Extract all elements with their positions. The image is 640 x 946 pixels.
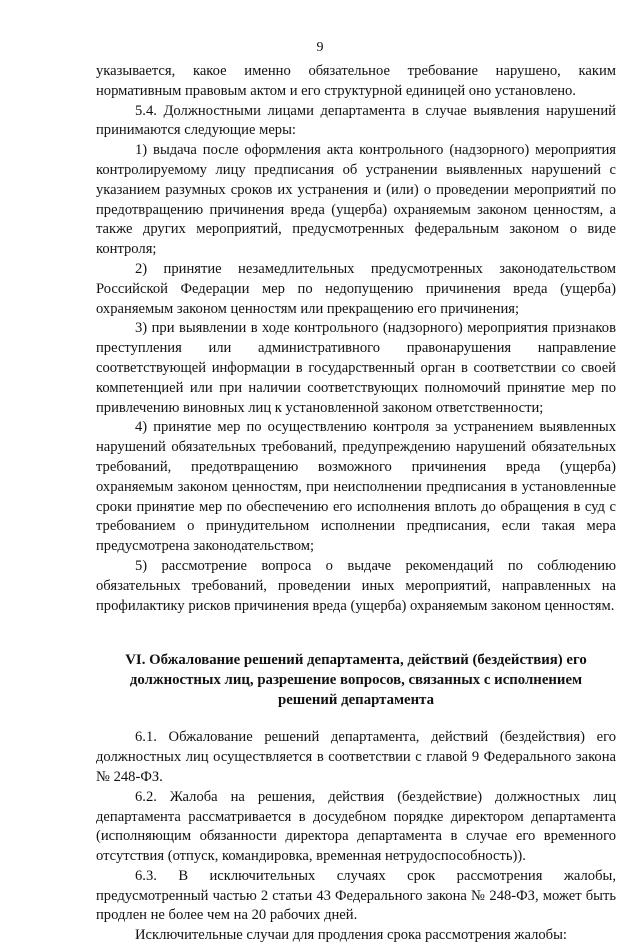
section-heading-line: решений департамента bbox=[277, 692, 434, 709]
paragraph-6-3: 6.3. В исключительных случаях срок рассмотрения жалобы, предусмотренный частью 2 статьи 43 Федерального закона № 248-ФЗ, может быть продлен не более чем на 20 рабочих дней. bbox=[96, 867, 616, 924]
section-heading-line: должностных лиц, разрешение вопросов, связанных с исполнением bbox=[129, 672, 583, 689]
list-item-2: 2) принятие незамедлительных предусмотренных законодательством Российской Федерации мер по недопущению причинения вреда (ущерба) охраняемым законом ценностям или прекращению его причинения; bbox=[96, 260, 616, 317]
paragraph-5-4: 5.4. Должностными лицами департамента в случае выявления нарушений принимаются следующие меры: bbox=[96, 102, 616, 139]
section-heading-line: VI. Обжалование решений департамента, действий (бездействия) его bbox=[125, 652, 587, 669]
paragraph-exceptional-cases: Исключительные случаи для продления срока рассмотрения жалобы: bbox=[135, 927, 567, 944]
document-body bbox=[96, 62, 616, 946]
paragraph-6-2: 6.2. Жалоба на решения, действия (бездействие) должностных лиц департамента рассматривается в досудебном порядке директором департамента (исполняющим обязанности директора департамента в случае его временного отсутствия (отпуск, командировка, временная нетрудоспособность)). bbox=[96, 788, 616, 865]
page-number: 9 bbox=[316, 40, 324, 55]
list-item-5: 5) рассмотрение вопроса о выдаче рекомендаций по соблюдению обязательных требований, проведении иных мероприятий, направленных на профилактику рисков причинения вреда (ущерба) охраняемым законом ценностям. bbox=[96, 557, 616, 614]
paragraph-6-1: 6.1. Обжалование решений департамента, действий (бездействия) его должностных лиц осуществляется в соответствии с главой 9 Федерального закона № 248-ФЗ. bbox=[96, 729, 616, 785]
section-heading bbox=[96, 650, 616, 710]
list-item-3: 3) при выявлении в ходе контрольного (надзорного) мероприятия признаков преступления или административного правонарушения направление соответствующей информации в государственный орган в соответствии со своей компетенцией или при наличии соответствующих полномочий принятие мер по привлечению виновных лиц к установленной законом ответственности; bbox=[96, 320, 616, 416]
list-item-4: 4) принятие мер по осуществлению контроля за устранением выявленных нарушений обязательных требований, предупреждению нарушений обязательных требований, предотвращению возможного причинения вреда (ущерба) охраняемым законом ценностям, при неисполнении предписания в установленные сроки принятие мер по обеспечению его исполнения вплоть до обращения в суд с требованием о принудительном исполнении предписания, если такая мера предусмотрена законодательством; bbox=[96, 419, 616, 555]
paragraph-continuation: указывается, какое именно обязательное требование нарушено, каким нормативным правовым актом и его структурной единицей оно установлено. bbox=[96, 63, 616, 99]
list-item-1: 1) выдача после оформления акта контрольного (надзорного) мероприятия контролируемому лицу предписания об устранении выявленных нарушений с указанием разумных сроков их устранения и (или) о проведении мероприятий по предотвращению причинения вреда (ущерба) охраняемым законом ценностям, а также других мероприятий, предусмотренных федеральным законом о виде контроля; bbox=[96, 142, 616, 258]
